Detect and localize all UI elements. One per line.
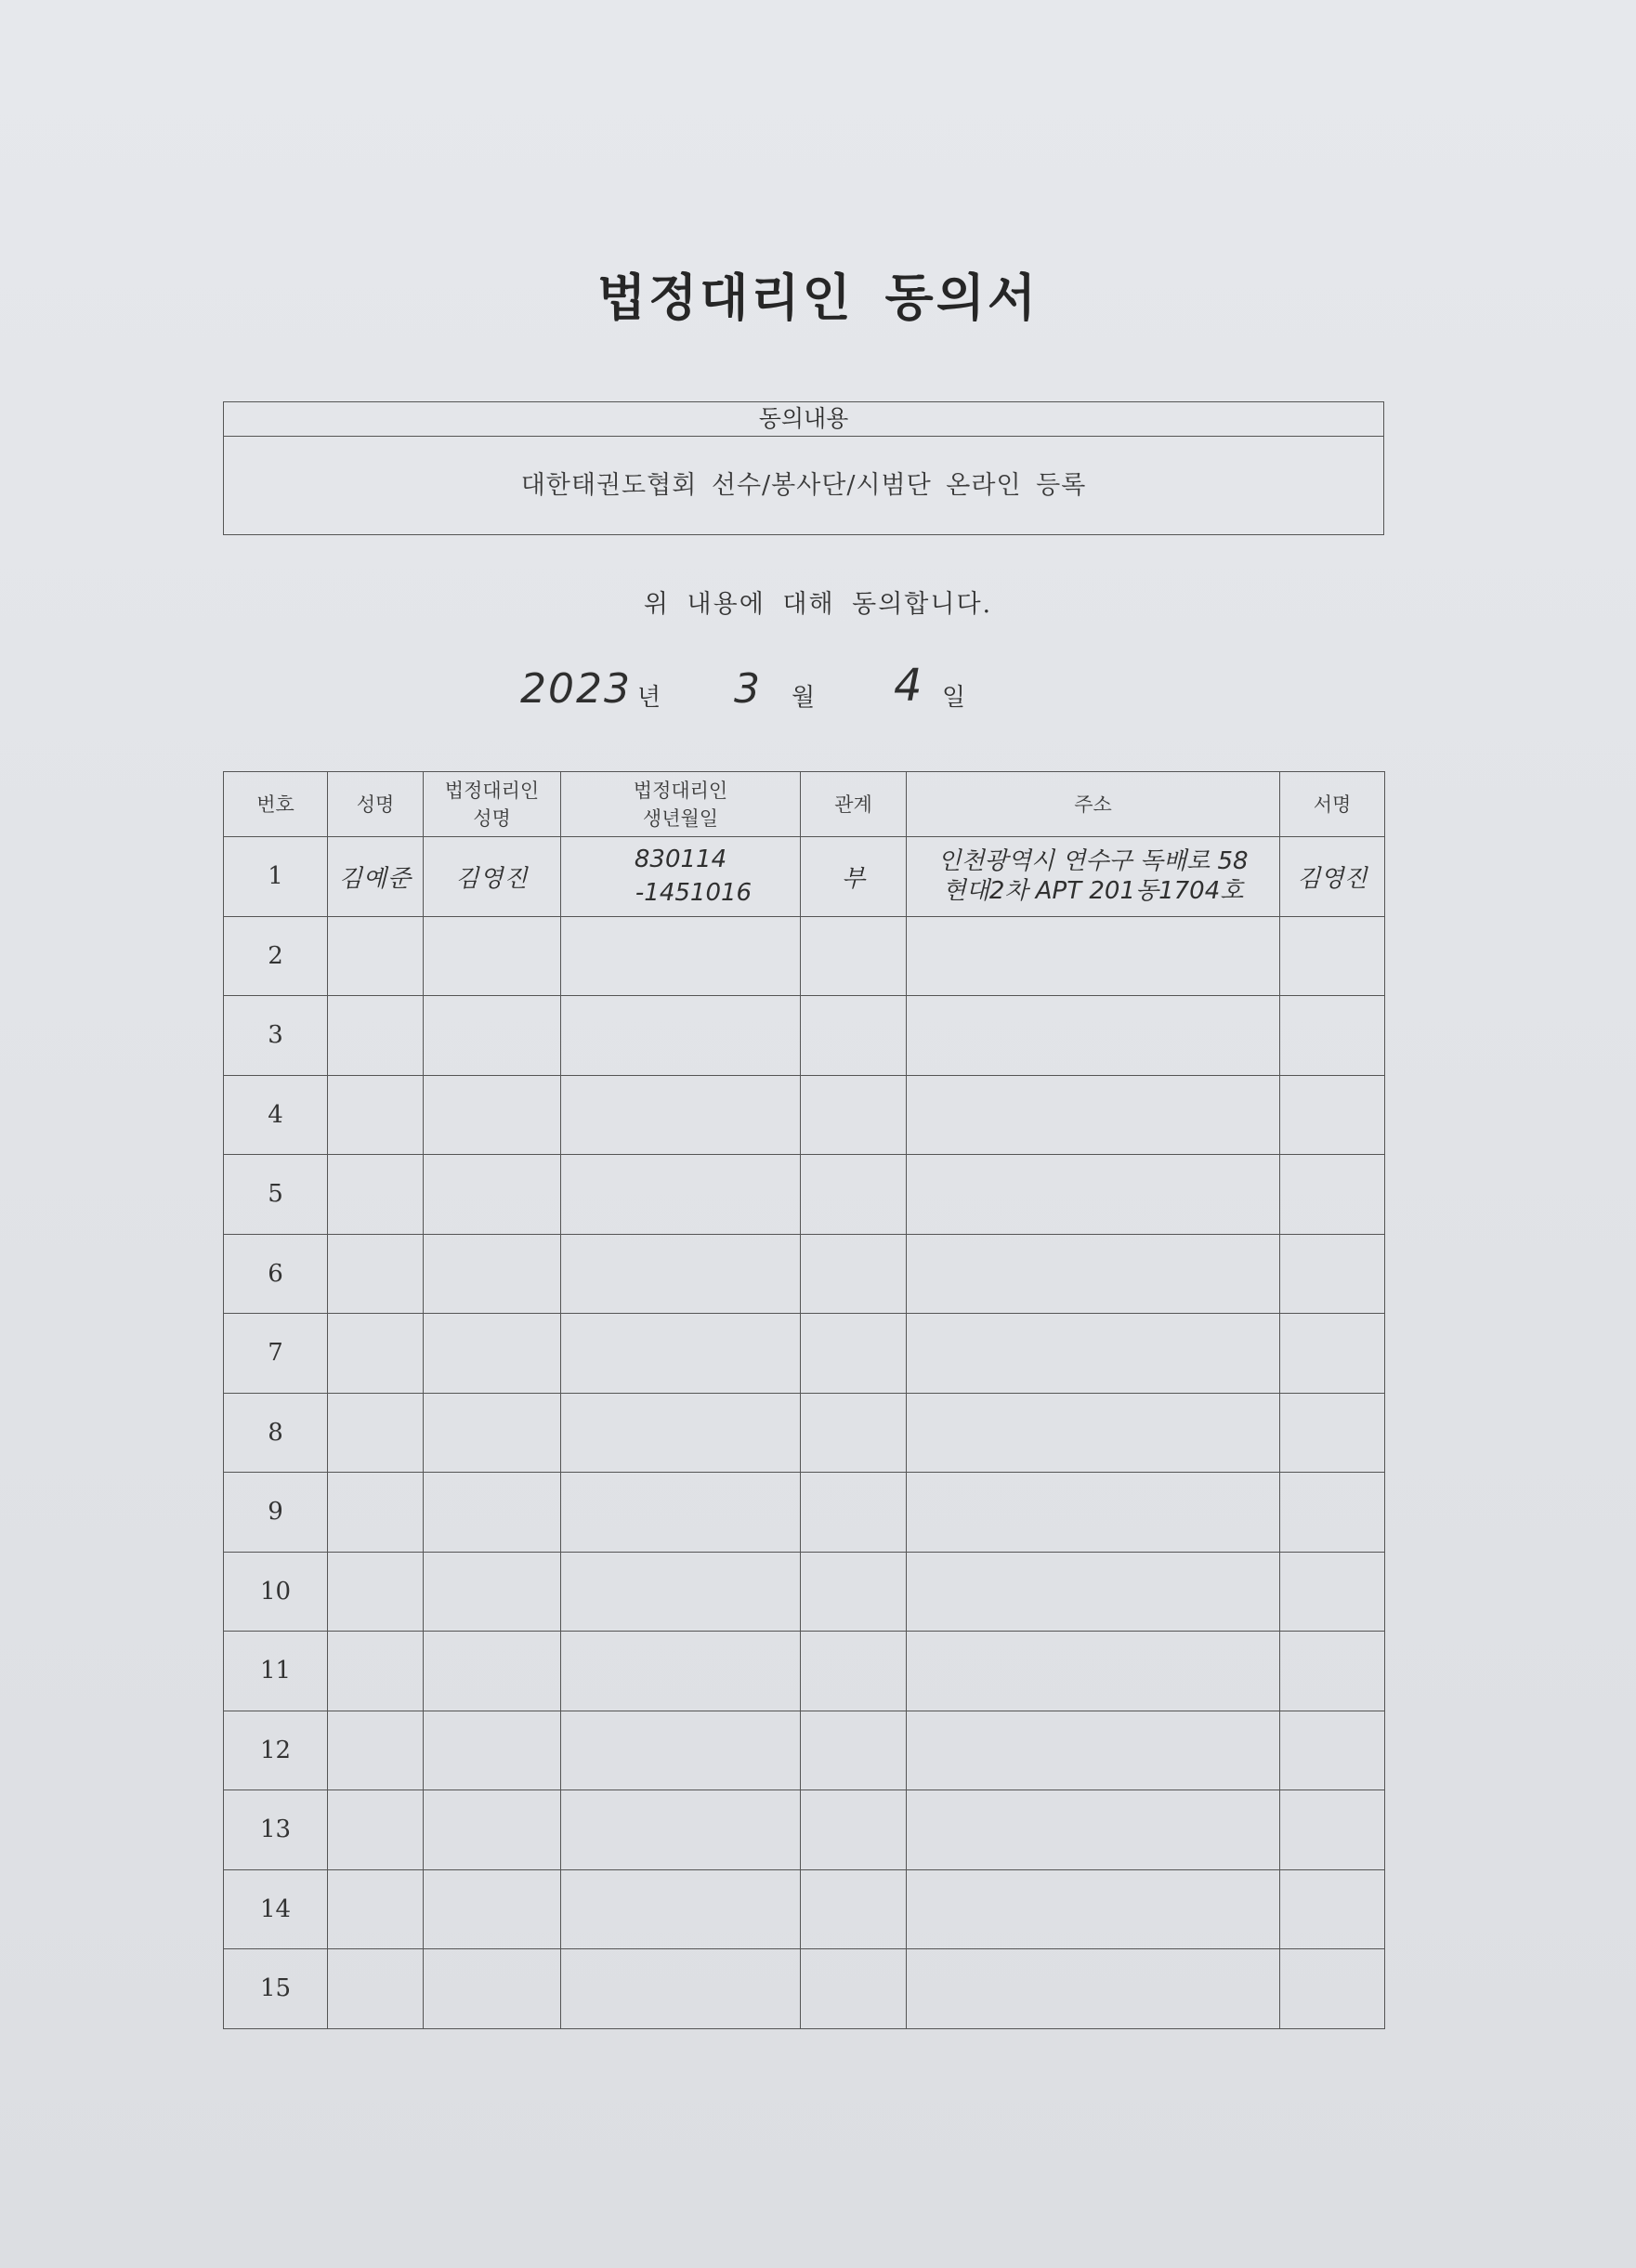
guardian-name <box>424 1869 561 1949</box>
guardian-name <box>424 1234 561 1314</box>
relation <box>801 1869 907 1949</box>
participant-name <box>328 1473 424 1553</box>
signature <box>1280 1552 1385 1632</box>
table-row <box>224 1552 1385 1632</box>
signature <box>1280 1949 1385 2029</box>
table-row <box>224 996 1385 1076</box>
header-relation: 관계 <box>801 772 907 837</box>
row-number: 12 <box>224 1711 328 1790</box>
guardian-birthdate <box>561 1155 801 1235</box>
address <box>907 1393 1280 1473</box>
header-name: 성명 <box>328 772 424 837</box>
signature <box>1280 916 1385 996</box>
table-row <box>224 1155 1385 1235</box>
participant-name <box>328 1552 424 1632</box>
table-row <box>224 1790 1385 1870</box>
date-year-unit: 년 <box>637 684 661 712</box>
row-number: 6 <box>224 1234 328 1314</box>
header-address: 주소 <box>907 772 1280 837</box>
participant-name <box>328 1632 424 1711</box>
signature <box>1280 1234 1385 1314</box>
guardian-name <box>424 1790 561 1870</box>
guardian-birthdate <box>561 1314 801 1394</box>
signature <box>1280 1075 1385 1155</box>
table-row <box>224 1949 1385 2029</box>
consent-box <box>223 401 1384 535</box>
address <box>907 916 1280 996</box>
address <box>907 1632 1280 1711</box>
table-row <box>224 1393 1385 1473</box>
table-row <box>224 1314 1385 1394</box>
guardian-birthdate <box>561 1393 801 1473</box>
row-number: 14 <box>224 1869 328 1949</box>
date-day: 4 <box>894 660 923 712</box>
guardian-table <box>223 771 1385 2029</box>
participant-name <box>328 1711 424 1790</box>
header-guardian-birth: 법정대리인 생년월일 <box>561 772 801 837</box>
guardian-name <box>424 1473 561 1553</box>
table-row <box>224 1075 1385 1155</box>
table-row <box>224 1234 1385 1314</box>
address <box>907 1473 1280 1553</box>
row-number: 1 <box>224 837 328 917</box>
participant-name <box>328 1393 424 1473</box>
header-guardian-name: 법정대리인 성명 <box>424 772 561 837</box>
relation <box>801 1552 907 1632</box>
table-row <box>224 1711 1385 1790</box>
row-number: 8 <box>224 1393 328 1473</box>
row-number: 3 <box>224 996 328 1076</box>
guardian-birthdate <box>561 1473 801 1553</box>
signature <box>1280 1314 1385 1394</box>
address <box>907 1790 1280 1870</box>
header-no: 번호 <box>224 772 328 837</box>
guardian-birthdate <box>561 916 801 996</box>
relation <box>801 1393 907 1473</box>
address <box>907 1552 1280 1632</box>
relation <box>801 1473 907 1553</box>
guardian-birthdate <box>561 1632 801 1711</box>
participant-name <box>328 996 424 1076</box>
relation <box>801 1234 907 1314</box>
participant-name: 김예준 <box>328 837 424 917</box>
guardian-name: 김영진 <box>424 837 561 917</box>
agree-statement: 위 내용에 대해 동의합니다. <box>643 590 993 619</box>
participant-name <box>328 1869 424 1949</box>
guardian-birthdate <box>561 1790 801 1870</box>
guardian-name <box>424 1632 561 1711</box>
signature <box>1280 1790 1385 1870</box>
guardian-birthdate <box>561 1869 801 1949</box>
participant-name <box>328 1949 424 2029</box>
relation <box>801 1155 907 1235</box>
relation <box>801 1711 907 1790</box>
guardian-birthdate <box>561 996 801 1076</box>
address <box>907 996 1280 1076</box>
guardian-name <box>424 1155 561 1235</box>
consent-header: 동의내용 <box>224 402 1383 437</box>
relation: 부 <box>801 837 907 917</box>
guardian-name <box>424 1552 561 1632</box>
address <box>907 1711 1280 1790</box>
participant-name <box>328 1790 424 1870</box>
signature: 김영진 <box>1280 837 1385 917</box>
relation <box>801 1949 907 2029</box>
row-number: 9 <box>224 1473 328 1553</box>
table-row <box>224 837 1385 917</box>
row-number: 15 <box>224 1949 328 2029</box>
address <box>907 1949 1280 2029</box>
address <box>907 1314 1280 1394</box>
signature <box>1280 1869 1385 1949</box>
row-number: 2 <box>224 916 328 996</box>
relation <box>801 1790 907 1870</box>
address: 인천광역시 연수구 독배로 58 현대2차 APT 201동1704호 <box>907 837 1280 917</box>
relation <box>801 1632 907 1711</box>
table-row <box>224 1869 1385 1949</box>
header-signature: 서명 <box>1280 772 1385 837</box>
relation <box>801 1314 907 1394</box>
date-month: 3 <box>734 665 760 713</box>
participant-name <box>328 916 424 996</box>
row-number: 10 <box>224 1552 328 1632</box>
consent-body: 대한태권도협회 선수/봉사단/시범단 온라인 등록 <box>520 471 1087 500</box>
guardian-birthdate <box>561 1711 801 1790</box>
address <box>907 1869 1280 1949</box>
date-month-unit: 월 <box>792 684 816 712</box>
row-number: 11 <box>224 1632 328 1711</box>
address <box>907 1234 1280 1314</box>
guardian-name <box>424 1711 561 1790</box>
guardian-birthdate <box>561 1552 801 1632</box>
guardian-birthdate <box>561 1234 801 1314</box>
row-number: 13 <box>224 1790 328 1870</box>
guardian-name <box>424 1314 561 1394</box>
relation <box>801 996 907 1076</box>
guardian-birthdate <box>561 1949 801 2029</box>
date-day-unit: 일 <box>942 684 966 712</box>
date-year: 2023 <box>520 665 632 713</box>
guardian-name <box>424 1949 561 2029</box>
guardian-name <box>424 916 561 996</box>
signature <box>1280 1711 1385 1790</box>
row-number: 7 <box>224 1314 328 1394</box>
guardian-birthdate: 830114 -1451016 <box>561 837 801 917</box>
signature <box>1280 1632 1385 1711</box>
row-number: 5 <box>224 1155 328 1235</box>
relation <box>801 1075 907 1155</box>
table-header-row <box>224 772 1385 837</box>
participant-name <box>328 1314 424 1394</box>
guardian-name <box>424 1075 561 1155</box>
table-row <box>224 1473 1385 1553</box>
participant-name <box>328 1155 424 1235</box>
row-number: 4 <box>224 1075 328 1155</box>
relation <box>801 916 907 996</box>
table-row <box>224 916 1385 996</box>
signature <box>1280 1393 1385 1473</box>
table-row <box>224 1632 1385 1711</box>
signature <box>1280 1473 1385 1553</box>
address <box>907 1155 1280 1235</box>
address <box>907 1075 1280 1155</box>
guardian-name <box>424 1393 561 1473</box>
guardian-birthdate <box>561 1075 801 1155</box>
participant-name <box>328 1075 424 1155</box>
document-title: 법정대리인 동의서 <box>596 269 1040 327</box>
date-line <box>0 662 1636 717</box>
participant-name <box>328 1234 424 1314</box>
signature <box>1280 996 1385 1076</box>
guardian-name <box>424 996 561 1076</box>
signature <box>1280 1155 1385 1235</box>
